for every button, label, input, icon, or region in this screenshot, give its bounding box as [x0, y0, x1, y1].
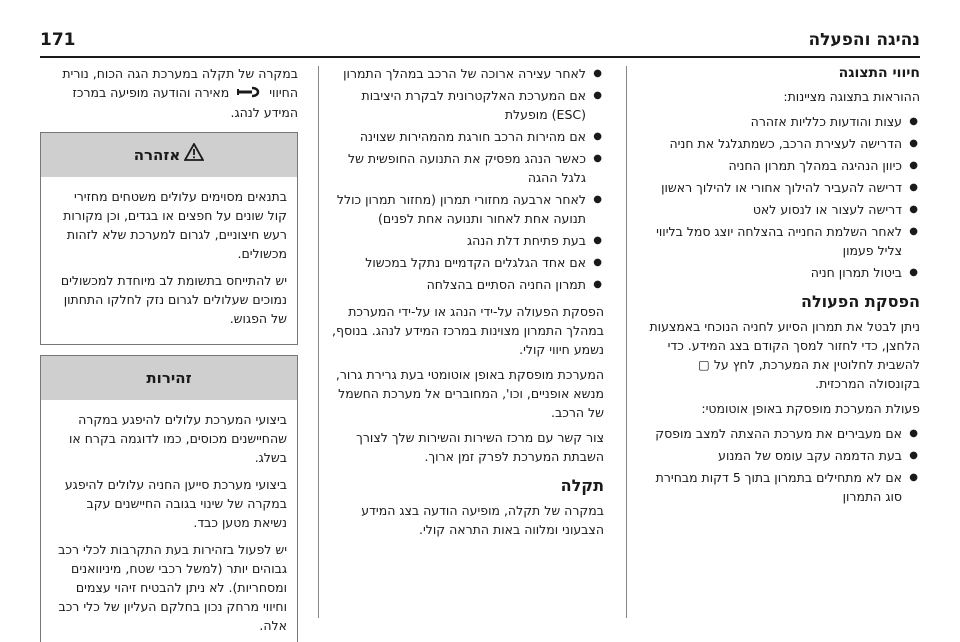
steering-fault-paragraph	[40, 64, 298, 122]
list-item: ● אם המערכת האלקטרונית לבקרת היציבות (ESC) מופעלת	[330, 86, 604, 124]
list-item: ● עצות והודעות כלליות אזהרה	[646, 112, 920, 131]
paragraph: צור קשר עם מרכז השירות והשירות שלך לצורך השבתת המערכת לפרק זמן ארוך.	[356, 430, 604, 464]
page-header	[40, 30, 920, 56]
display-intro: ההוראות בתצוגה מציינות:	[783, 89, 920, 104]
steering-fault-text-b: נורית החיווי	[62, 66, 298, 100]
warning-header	[41, 133, 297, 177]
column-middle	[330, 64, 604, 545]
column-divider	[318, 66, 319, 618]
fault-paragraph: במקרה של תקלה, מופיעה הודעה בצג המידע הצבעוני ומלווה באות התראה קולי.	[361, 503, 604, 537]
caution-paragraph: ביצועי המערכת עלולים להיפגע במקרה שהחיישנים מכוסים, כמו לדוגמה בקרח או בשלג.	[68, 412, 287, 465]
warning-triangle-icon	[184, 134, 204, 178]
caution-paragraph: ביצועי מערכת סייען החניה עלולים להיפגע במקרה של שינוי בגובה החיישנים עקב נשיאת מטען כבד.	[64, 477, 287, 530]
stop-operation-paragraph: ניתן לבטל את תמרון הסיוע לחניה הנוכחי באמצעות הלחצן, כדי לחזור למסך הקודם בצג המידע. כדי להשבית לחלוטין את המערכת, לחץ על ▢ בקונסולה המרכזית.	[649, 319, 920, 391]
paragraph: המערכת מופסקת באופן אוטומטי בעת גרירת גרור, מנשא אופניים, וכו', המחוברים אל מערכת החשמל של הרכב.	[335, 367, 604, 420]
warning-paragraph: בתנאים מסוימים עלולים משטחים מחזירי קול שונים על חפצים או בגדים, וכן מקורות רעש חיצוניים, לגרום למערכת שלא לזהות מכשולים.	[63, 189, 287, 261]
page-number: 171	[40, 30, 76, 50]
stop-conditions-list	[330, 64, 604, 294]
steering-fault-text-a: במקרה של תקלה במערכת הגה הכוח,	[92, 66, 298, 81]
auto-stop-list	[646, 424, 920, 506]
section-title: נהיגה והפעלה	[808, 30, 920, 50]
steering-fault-text-c: מאירה והודעה מופיעה במרכז המידע לנהג.	[72, 85, 298, 120]
column-divider	[626, 66, 627, 618]
display-list	[646, 112, 920, 282]
list-item: ● הדרישה לעצירת הרכב, כשמתגלגל את חניה	[646, 134, 920, 153]
fault-heading: תקלה	[560, 476, 604, 495]
list-item: ● כאשר הנהג מפסיק את התנועה החופשית של גלגל ההגה	[330, 149, 604, 187]
caution-paragraph: יש לפעול בזהירות בעת התקרבות לכלי רכב גבוהים יותר (למשל רכבי שטח, מיניוואנים ומסחריות). לא ניתן להבטיח זיהוי עצמים וחיווי מרחק נכון בחלקם העליון של כלי רכב אלה.	[58, 542, 287, 633]
steering-warning-icon	[236, 84, 262, 103]
stop-operation-heading: הפסקת הפעולה	[800, 292, 920, 311]
list-item: ● אם לא מתחילים בתמרון בתוך 5 דקות מבחירת סוג התמרון	[646, 468, 920, 506]
column-right	[646, 64, 920, 514]
list-item: ● ביטול תמרון חניה	[646, 263, 920, 282]
list-item: ● בעת הדממה עקב עומס של המנוע	[646, 446, 920, 465]
header-rule	[40, 56, 920, 58]
list-item: ● דרישה לעצור או לנסוע לאט	[646, 200, 920, 219]
warning-paragraph: יש להתייחס בתשומת לב מיוחדת למכשולים נמוכים שעלולים לגרום נזק לחלקו התחתון של הפגוש.	[60, 273, 287, 326]
list-item: ● כיוון הנהיגה במהלך תמרון החניה	[646, 156, 920, 175]
caution-box	[40, 355, 298, 642]
list-item: ● תמרון החניה הסתיים בהצלחה	[330, 275, 604, 294]
list-item: ● דרישה להעביר להילוך אחורי או להילוך ראשון	[646, 178, 920, 197]
list-item: ● אם מעבירים את מערכת ההצתה למצב מופסק	[646, 424, 920, 443]
warning-box	[40, 132, 298, 345]
list-item: ● אם מהירות הרכב חורגת מהמהירות שצוינה	[330, 127, 604, 146]
list-item: ● אם אחד הגלגלים הקדמיים נתקל במכשול	[330, 253, 604, 272]
list-item: ● לאחר ארבעה מחזורי תמרון (מחזור תמרון כולל תנועה אחת לאחור ותנועה אחת לפנים)	[330, 190, 604, 228]
column-left	[40, 64, 298, 642]
paragraph: הפסקת הפעולה על-ידי הנהג או על-ידי המערכת במהלך התמרון מצוינות במרכז המידע לנהג. בנוסף, נשמע חיווי קולי.	[332, 304, 604, 357]
warning-title: אזהרה	[133, 146, 181, 164]
list-item: ● בעת פתיחת דלת הנהג	[330, 231, 604, 250]
list-item: ● לאחר עצירה ארוכה של הרכב במהלך התמרון	[330, 64, 604, 83]
caution-header: זהירות	[41, 356, 297, 400]
display-indications-heading: חיווי התצוגה	[838, 65, 920, 81]
list-item: ● לאחר השלמת החנייה בהצלחה יוצג סמל בליווי צליל פעמון	[646, 222, 920, 260]
auto-stop-intro: פעולת המערכת מופסקת באופן אוטומטי:	[701, 401, 920, 416]
